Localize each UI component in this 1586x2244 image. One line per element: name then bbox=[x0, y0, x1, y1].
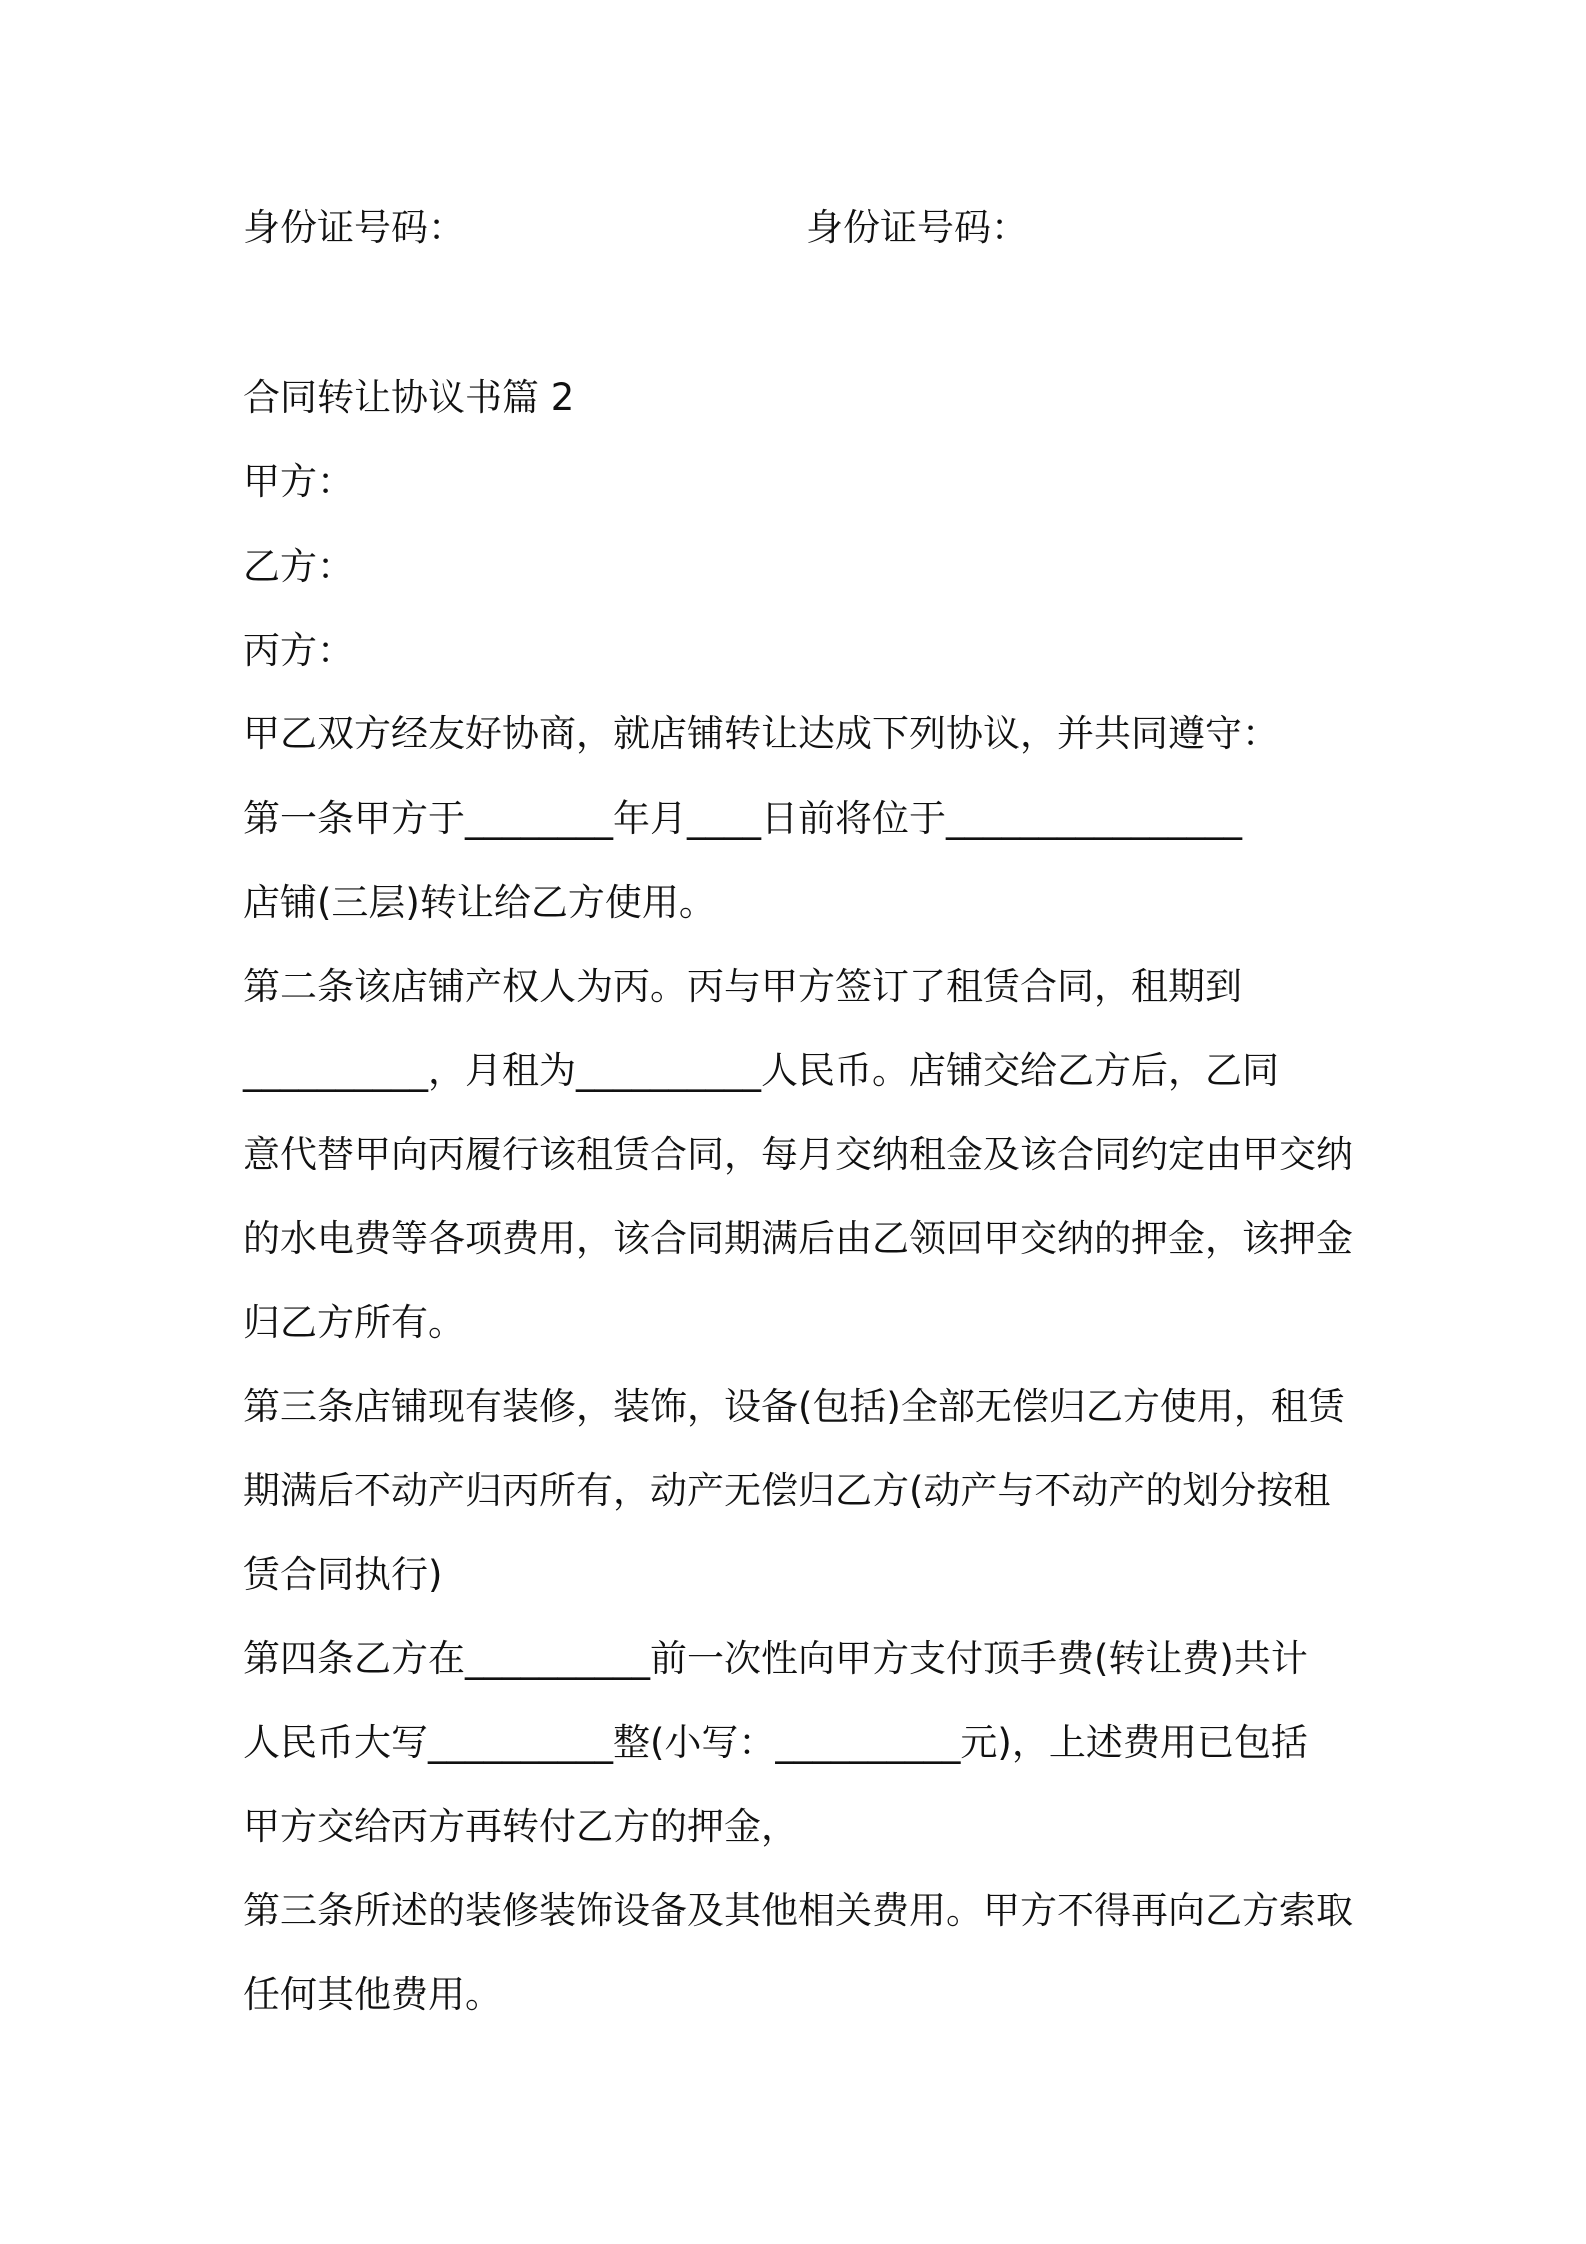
article-4-line: 甲方交给丙方再转付乙方的押金， bbox=[243, 1805, 798, 1848]
article-4-line: 人民币大写__________整(小写：__________元)，上述费用已包括 bbox=[243, 1721, 1308, 1764]
party-a-label: 甲方： bbox=[243, 460, 354, 503]
article-2-line: 意代替甲向丙履行该租赁合同，每月交纳租金及该合同约定由甲交纳 bbox=[243, 1133, 1353, 1176]
document-title: 合同转让协议书篇 2 bbox=[243, 376, 575, 419]
article-2-line: 的水电费等各项费用，该合同期满后由乙领回甲交纳的押金，该押金 bbox=[243, 1217, 1353, 1260]
article-2-line: 归乙方所有。 bbox=[243, 1301, 465, 1344]
party-c-label: 丙方： bbox=[243, 629, 354, 672]
article-4-line: 第三条所述的装修装饰设备及其他相关费用。甲方不得再向乙方索取 bbox=[243, 1889, 1353, 1932]
article-3-line: 第三条店铺现有装修，装饰，设备(包括)全部无偿归乙方使用，租赁 bbox=[243, 1385, 1345, 1428]
article-4-line: 任何其他费用。 bbox=[243, 1973, 502, 2016]
article-3-line: 期满后不动产归丙所有，动产无偿归乙方(动产与不动产的划分按租 bbox=[243, 1469, 1331, 1512]
article-3-line: 赁合同执行) bbox=[243, 1553, 443, 1596]
article-1-line: 店铺(三层)转让给乙方使用。 bbox=[243, 881, 716, 924]
article-2-line: __________，月租为__________人民币。店铺交给乙方后，乙同 bbox=[243, 1049, 1279, 1092]
article-4-line: 第四条乙方在__________前一次性向甲方支付顶手费(转让费)共计 bbox=[243, 1637, 1308, 1680]
party-b-label: 乙方： bbox=[243, 545, 354, 588]
article-2-line: 第二条该店铺产权人为丙。丙与甲方签订了租赁合同，租期到 bbox=[243, 965, 1242, 1008]
intro-paragraph: 甲乙双方经友好协商，就店铺转让达成下列协议，并共同遵守： bbox=[243, 712, 1279, 755]
id-number-label-left: 身份证号码： bbox=[243, 206, 465, 249]
article-1-line: 第一条甲方于________年月____日前将位于________________ bbox=[243, 797, 1242, 840]
id-number-label-right: 身份证号码： bbox=[806, 206, 1028, 249]
